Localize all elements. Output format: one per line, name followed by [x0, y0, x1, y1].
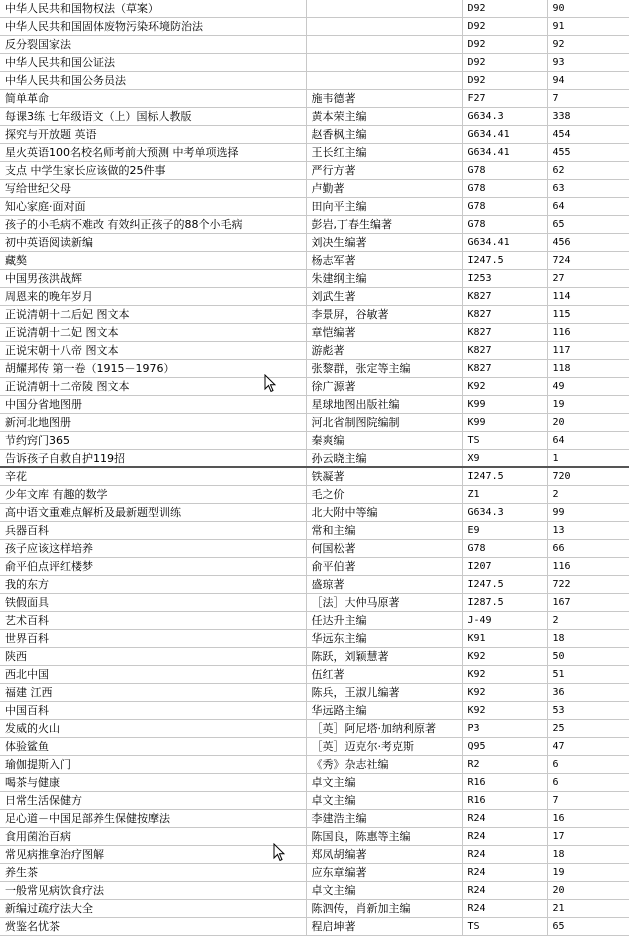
table-row — [0, 738, 629, 756]
book-title: 节约窍门365 — [0, 432, 306, 450]
call-code: G634.41 — [462, 234, 547, 252]
serial-number: 13 — [547, 522, 629, 540]
table-row — [0, 558, 629, 576]
book-title: 喝茶与健康 — [0, 774, 306, 792]
table-row — [0, 900, 629, 918]
book-author: 杨志军著 — [306, 252, 462, 270]
book-title: 辛花 — [0, 468, 306, 486]
book-title: 中华人民共和国固体废物污染环境防治法 — [0, 18, 306, 36]
serial-number: 2 — [547, 486, 629, 504]
serial-number: 116 — [547, 324, 629, 342]
call-code: R24 — [462, 828, 547, 846]
call-code: Q95 — [462, 738, 547, 756]
book-author: 华远东主编 — [306, 630, 462, 648]
book-title: 初中英语阅读新编 — [0, 234, 306, 252]
book-title: 孩子的小毛病不难改 有效纠正孩子的88个小毛病 — [0, 216, 306, 234]
mouse-cursor-icon — [264, 374, 276, 393]
book-title: 体验鲨鱼 — [0, 738, 306, 756]
call-code: J-49 — [462, 612, 547, 630]
book-author: 河北省制图院编制 — [306, 414, 462, 432]
table-row — [0, 630, 629, 648]
table-row — [0, 468, 629, 486]
call-code: X9 — [462, 450, 547, 468]
book-title: 周恩来的晚年岁月 — [0, 288, 306, 306]
table-row — [0, 576, 629, 594]
book-title: 世界百科 — [0, 630, 306, 648]
table-row — [0, 522, 629, 540]
book-author: 星球地图出版社编 — [306, 396, 462, 414]
serial-number: 455 — [547, 144, 629, 162]
book-author: ［法］大仲马原著 — [306, 594, 462, 612]
call-code: R24 — [462, 864, 547, 882]
table-row — [0, 828, 629, 846]
call-code: G78 — [462, 180, 547, 198]
table-row — [0, 378, 629, 396]
book-title: 正说清朝十二妃 图文本 — [0, 324, 306, 342]
table-row — [0, 918, 629, 936]
serial-number: 16 — [547, 810, 629, 828]
book-title: 中华人民共和国公证法 — [0, 54, 306, 72]
book-title: 告诉孩子自救自护119招 — [0, 450, 306, 468]
book-author: 孙云晓主编 — [306, 450, 462, 468]
book-title: 写给世纪父母 — [0, 180, 306, 198]
book-title: 我的东方 — [0, 576, 306, 594]
book-title: 探究与开放题 英语 — [0, 126, 306, 144]
book-title: 赏鉴名忧茶 — [0, 918, 306, 936]
call-code: K827 — [462, 288, 547, 306]
book-title: 胡耀邦传 第一卷（1915－1976） — [0, 360, 306, 378]
call-code: K827 — [462, 324, 547, 342]
table-row — [0, 756, 629, 774]
book-title: 俞平伯点评红楼梦 — [0, 558, 306, 576]
serial-number: 20 — [547, 882, 629, 900]
table-row — [0, 198, 629, 216]
book-author: 章恺编著 — [306, 324, 462, 342]
book-author: ［英］阿尼塔·加纳利原著 — [306, 720, 462, 738]
book-author: 李景屏，谷敏著 — [306, 306, 462, 324]
table-row — [0, 234, 629, 252]
book-title: 少年文库 有趣的数学 — [0, 486, 306, 504]
table-row — [0, 648, 629, 666]
call-code: R2 — [462, 756, 547, 774]
call-code: TS — [462, 918, 547, 936]
serial-number: 36 — [547, 684, 629, 702]
table-row — [0, 126, 629, 144]
book-author: 田向平主编 — [306, 198, 462, 216]
table-row — [0, 486, 629, 504]
book-author: 北大附中等编 — [306, 504, 462, 522]
call-code: K92 — [462, 666, 547, 684]
book-title: 中国百科 — [0, 702, 306, 720]
call-code: G634.41 — [462, 144, 547, 162]
book-title: 藏獒 — [0, 252, 306, 270]
serial-number: 65 — [547, 216, 629, 234]
book-author — [306, 72, 462, 90]
serial-number: 6 — [547, 774, 629, 792]
call-code: I247.5 — [462, 576, 547, 594]
book-title: 一般常见病饮食疗法 — [0, 882, 306, 900]
serial-number: 116 — [547, 558, 629, 576]
serial-number: 722 — [547, 576, 629, 594]
book-author: 王长红主编 — [306, 144, 462, 162]
table-row — [0, 612, 629, 630]
call-code: G634.3 — [462, 504, 547, 522]
serial-number: 93 — [547, 54, 629, 72]
book-title: 日常生活保健方 — [0, 792, 306, 810]
table-row — [0, 288, 629, 306]
book-author: 陈泗传，肖新加主编 — [306, 900, 462, 918]
book-author — [306, 36, 462, 54]
call-code: I207 — [462, 558, 547, 576]
serial-number: 115 — [547, 306, 629, 324]
call-code: G634.3 — [462, 108, 547, 126]
table-row — [0, 54, 629, 72]
call-code: G78 — [462, 216, 547, 234]
serial-number: 63 — [547, 180, 629, 198]
book-author: 刘决生编著 — [306, 234, 462, 252]
call-code: K99 — [462, 396, 547, 414]
call-code: K92 — [462, 702, 547, 720]
book-author: 郑凤胡编著 — [306, 846, 462, 864]
call-code: G78 — [462, 198, 547, 216]
call-code: I253 — [462, 270, 547, 288]
book-title: 新河北地图册 — [0, 414, 306, 432]
book-author: 卓文主编 — [306, 792, 462, 810]
book-author: 盛琼著 — [306, 576, 462, 594]
book-table-top — [0, 0, 629, 468]
book-title: 简单革命 — [0, 90, 306, 108]
serial-number: 21 — [547, 900, 629, 918]
serial-number: 18 — [547, 630, 629, 648]
serial-number: 19 — [547, 396, 629, 414]
serial-number: 47 — [547, 738, 629, 756]
table-row — [0, 72, 629, 90]
serial-number: 19 — [547, 864, 629, 882]
call-code: K92 — [462, 684, 547, 702]
book-author: 彭岩,丁春生编著 — [306, 216, 462, 234]
book-author: 陈国良，陈惠等主编 — [306, 828, 462, 846]
book-author: 赵香枫主编 — [306, 126, 462, 144]
table-row — [0, 18, 629, 36]
serial-number: 53 — [547, 702, 629, 720]
table-row — [0, 864, 629, 882]
book-title: 高中语文重难点解析及最新题型训练 — [0, 504, 306, 522]
book-title: 西北中国 — [0, 666, 306, 684]
book-author: 任达升主编 — [306, 612, 462, 630]
table-row — [0, 90, 629, 108]
book-title: 瑜伽提斯入门 — [0, 756, 306, 774]
call-code: G78 — [462, 540, 547, 558]
serial-number: 338 — [547, 108, 629, 126]
serial-number: 6 — [547, 756, 629, 774]
book-author: 游彪著 — [306, 342, 462, 360]
book-title: 发威的火山 — [0, 720, 306, 738]
table-row — [0, 144, 629, 162]
call-code: K91 — [462, 630, 547, 648]
call-code: K827 — [462, 306, 547, 324]
call-code: G78 — [462, 162, 547, 180]
call-code: Z1 — [462, 486, 547, 504]
call-code: K92 — [462, 648, 547, 666]
book-title: 正说宋朝十八帝 图文本 — [0, 342, 306, 360]
book-author: 伍红著 — [306, 666, 462, 684]
call-code: G634.41 — [462, 126, 547, 144]
book-author: 秦爽编 — [306, 432, 462, 450]
book-author: 陈兵，王淑儿编著 — [306, 684, 462, 702]
book-author: 毛之价 — [306, 486, 462, 504]
serial-number: 90 — [547, 0, 629, 18]
book-title: 常见病推拿治疗图解 — [0, 846, 306, 864]
table-row — [0, 0, 629, 18]
call-code: K827 — [462, 360, 547, 378]
table-row — [0, 342, 629, 360]
book-author: 卓文主编 — [306, 774, 462, 792]
table-row — [0, 504, 629, 522]
serial-number: 91 — [547, 18, 629, 36]
serial-number: 117 — [547, 342, 629, 360]
serial-number: 114 — [547, 288, 629, 306]
table-row — [0, 684, 629, 702]
table-row — [0, 108, 629, 126]
table-row — [0, 216, 629, 234]
table-row — [0, 720, 629, 738]
serial-number: 64 — [547, 198, 629, 216]
table-row — [0, 792, 629, 810]
book-title: 知心家庭·面对面 — [0, 198, 306, 216]
book-title: 足心道－中国足部养生保健按摩法 — [0, 810, 306, 828]
call-code: R24 — [462, 810, 547, 828]
call-code: R16 — [462, 774, 547, 792]
book-author: 铁凝著 — [306, 468, 462, 486]
book-author — [306, 54, 462, 72]
table-row — [0, 882, 629, 900]
book-title: 中华人民共和国物权法（草案） — [0, 0, 306, 18]
call-code: K92 — [462, 378, 547, 396]
table-row — [0, 252, 629, 270]
book-title: 铁假面具 — [0, 594, 306, 612]
book-title: 艺术百科 — [0, 612, 306, 630]
book-author: 施韦德著 — [306, 90, 462, 108]
book-author: 俞平伯著 — [306, 558, 462, 576]
serial-number: 66 — [547, 540, 629, 558]
book-title: 中国男孩洪战辉 — [0, 270, 306, 288]
book-author: 应东章编著 — [306, 864, 462, 882]
book-author: 卢勤著 — [306, 180, 462, 198]
book-title: 中华人民共和国公务员法 — [0, 72, 306, 90]
call-code: K99 — [462, 414, 547, 432]
table-row — [0, 414, 629, 432]
book-title: 兵器百科 — [0, 522, 306, 540]
call-code: R24 — [462, 882, 547, 900]
table-row — [0, 270, 629, 288]
serial-number: 27 — [547, 270, 629, 288]
serial-number: 454 — [547, 126, 629, 144]
serial-number: 7 — [547, 792, 629, 810]
call-code: K827 — [462, 342, 547, 360]
call-code: R24 — [462, 900, 547, 918]
book-author — [306, 18, 462, 36]
call-code: E9 — [462, 522, 547, 540]
book-author: 朱建纲主编 — [306, 270, 462, 288]
book-title: 福建 江西 — [0, 684, 306, 702]
book-title: 正说清朝十二后妃 图文本 — [0, 306, 306, 324]
call-code: D92 — [462, 18, 547, 36]
book-title: 正说清朝十二帝陵 图文本 — [0, 378, 306, 396]
table-row — [0, 450, 629, 468]
book-author: 何国松著 — [306, 540, 462, 558]
serial-number: 50 — [547, 648, 629, 666]
table-row — [0, 810, 629, 828]
serial-number: 51 — [547, 666, 629, 684]
book-author: 程启坤著 — [306, 918, 462, 936]
mouse-cursor-icon — [273, 843, 285, 862]
call-code: I247.5 — [462, 468, 547, 486]
serial-number: 167 — [547, 594, 629, 612]
table-row — [0, 774, 629, 792]
table-row — [0, 396, 629, 414]
book-title: 养生茶 — [0, 864, 306, 882]
table-row — [0, 846, 629, 864]
serial-number: 17 — [547, 828, 629, 846]
book-author: 卓文主编 — [306, 882, 462, 900]
book-title: 食用菌治百病 — [0, 828, 306, 846]
book-title: 支点 中学生家长应该做的25件事 — [0, 162, 306, 180]
book-author: ［英］迈克尔·考克斯 — [306, 738, 462, 756]
serial-number: 118 — [547, 360, 629, 378]
book-title: 星火英语100名校名师考前大预测 中考单项选择 — [0, 144, 306, 162]
table-row — [0, 360, 629, 378]
book-title: 陕西 — [0, 648, 306, 666]
serial-number: 456 — [547, 234, 629, 252]
table-row — [0, 162, 629, 180]
book-title: 中国分省地图册 — [0, 396, 306, 414]
serial-number: 64 — [547, 432, 629, 450]
call-code: D92 — [462, 36, 547, 54]
table-row — [0, 540, 629, 558]
serial-number: 2 — [547, 612, 629, 630]
serial-number: 65 — [547, 918, 629, 936]
serial-number: 62 — [547, 162, 629, 180]
serial-number: 25 — [547, 720, 629, 738]
book-author: 刘武生著 — [306, 288, 462, 306]
book-author: 李建浩主编 — [306, 810, 462, 828]
call-code: P3 — [462, 720, 547, 738]
call-code: D92 — [462, 54, 547, 72]
call-code: TS — [462, 432, 547, 450]
table-row — [0, 432, 629, 450]
call-code: R16 — [462, 792, 547, 810]
book-author: 徐广源著 — [306, 378, 462, 396]
book-author: 严行方著 — [306, 162, 462, 180]
serial-number: 720 — [547, 468, 629, 486]
table-row — [0, 180, 629, 198]
book-title: 新编过疏疗法大全 — [0, 900, 306, 918]
serial-number: 7 — [547, 90, 629, 108]
serial-number: 18 — [547, 846, 629, 864]
table-row — [0, 702, 629, 720]
book-author: 《秀》杂志社编 — [306, 756, 462, 774]
serial-number: 1 — [547, 450, 629, 468]
book-table-bottom — [0, 468, 629, 936]
table-row — [0, 324, 629, 342]
book-title: 孩子应该这样培养 — [0, 540, 306, 558]
book-author — [306, 0, 462, 18]
serial-number: 49 — [547, 378, 629, 396]
book-author: 黄本荣主编 — [306, 108, 462, 126]
serial-number: 94 — [547, 72, 629, 90]
call-code: D92 — [462, 0, 547, 18]
serial-number: 92 — [547, 36, 629, 54]
call-code: I287.5 — [462, 594, 547, 612]
call-code: F27 — [462, 90, 547, 108]
table-row — [0, 306, 629, 324]
table-row — [0, 36, 629, 54]
book-author: 张黎群，张定等主编 — [306, 360, 462, 378]
call-code: R24 — [462, 846, 547, 864]
book-author: 陈跃，刘颖慧著 — [306, 648, 462, 666]
table-row — [0, 594, 629, 612]
call-code: D92 — [462, 72, 547, 90]
serial-number: 724 — [547, 252, 629, 270]
table-row — [0, 666, 629, 684]
serial-number: 99 — [547, 504, 629, 522]
book-author: 华远路主编 — [306, 702, 462, 720]
serial-number: 20 — [547, 414, 629, 432]
call-code: I247.5 — [462, 252, 547, 270]
book-author: 常和主编 — [306, 522, 462, 540]
book-title: 反分裂国家法 — [0, 36, 306, 54]
book-title: 每课3练 七年级语文（上）国标人教版 — [0, 108, 306, 126]
